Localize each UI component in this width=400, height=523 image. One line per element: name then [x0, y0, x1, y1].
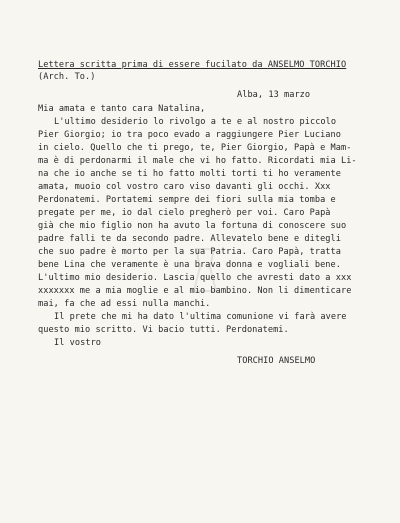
signature: TORCHIO ANSELMO — [237, 356, 316, 366]
body-line-18: Il vostro — [54, 338, 102, 348]
header-name: ANSELMO TORCHIO — [267, 60, 347, 70]
body-line-9: già che mio figlio non ha avuto la fortuna di conoscere suo — [38, 221, 347, 231]
header-line-1 — [38, 60, 346, 70]
watermark-stamp-icon — [190, 245, 220, 295]
body-line-10: padre falli te da secondo padre. Allevatelo bene e ditegli — [38, 234, 341, 244]
body-line-3: in cielo. Quello che ti prego, te, Pier Giorgio, Papà e Mam- — [38, 143, 352, 153]
body-line-13: L'ultimo mio desiderio. Lascia quello che avresti dato a xxx — [38, 273, 352, 283]
body-line-14: xxxxxxx me a mia moglie e al mio bambino. Non li dimenticare — [38, 286, 352, 296]
body-line-8: pregate per me, io dal cielo pregherò per voi. Caro Papà — [38, 208, 331, 218]
body-line-2: Pier Giorgio; io tra poco evado a raggiungere Pier Luciano — [38, 130, 341, 140]
body-line-6: amata, muoio col vostro caro viso davanti gli occhi. Xxx — [38, 182, 331, 192]
header-title: Lettera scritta prima di essere fucilato da — [38, 60, 268, 70]
body-line-4: ma è di perdonarmi il male che vi ho fatto. Ricordati mia Li- — [38, 156, 357, 166]
body-line-7: Perdonatemi. Portatemi sempre dei fiori sulla mia tomba e — [38, 195, 336, 205]
body-line-5: na che io anche se ti ho fatto molti torti ti ho veramente — [38, 169, 341, 179]
body-line-15: mai, fa che ad essi nulla manchi. — [38, 299, 211, 309]
body-line-11: che suo padre è morto per la sua Patria. Caro Papà, tratta — [38, 247, 341, 257]
letter-greeting: Mia amata e tanto cara Natalina, — [38, 104, 206, 114]
body-line-1: L'ultimo desiderio lo rivolgo a te e al nostro piccolo — [54, 117, 337, 127]
body-line-12: bene Lina che veramente è una brava donna e vogliali bene. — [38, 260, 341, 270]
header-archive-ref: (Arch. To.) — [38, 72, 96, 82]
letter-date: Alba, 13 marzo — [237, 90, 311, 100]
body-line-17: questo mio scritto. Vi bacio tutti. Perdonatemi. — [38, 325, 289, 335]
body-line-16: Il prete che mi ha dato l'ultima comunione vi farà avere — [54, 312, 347, 322]
